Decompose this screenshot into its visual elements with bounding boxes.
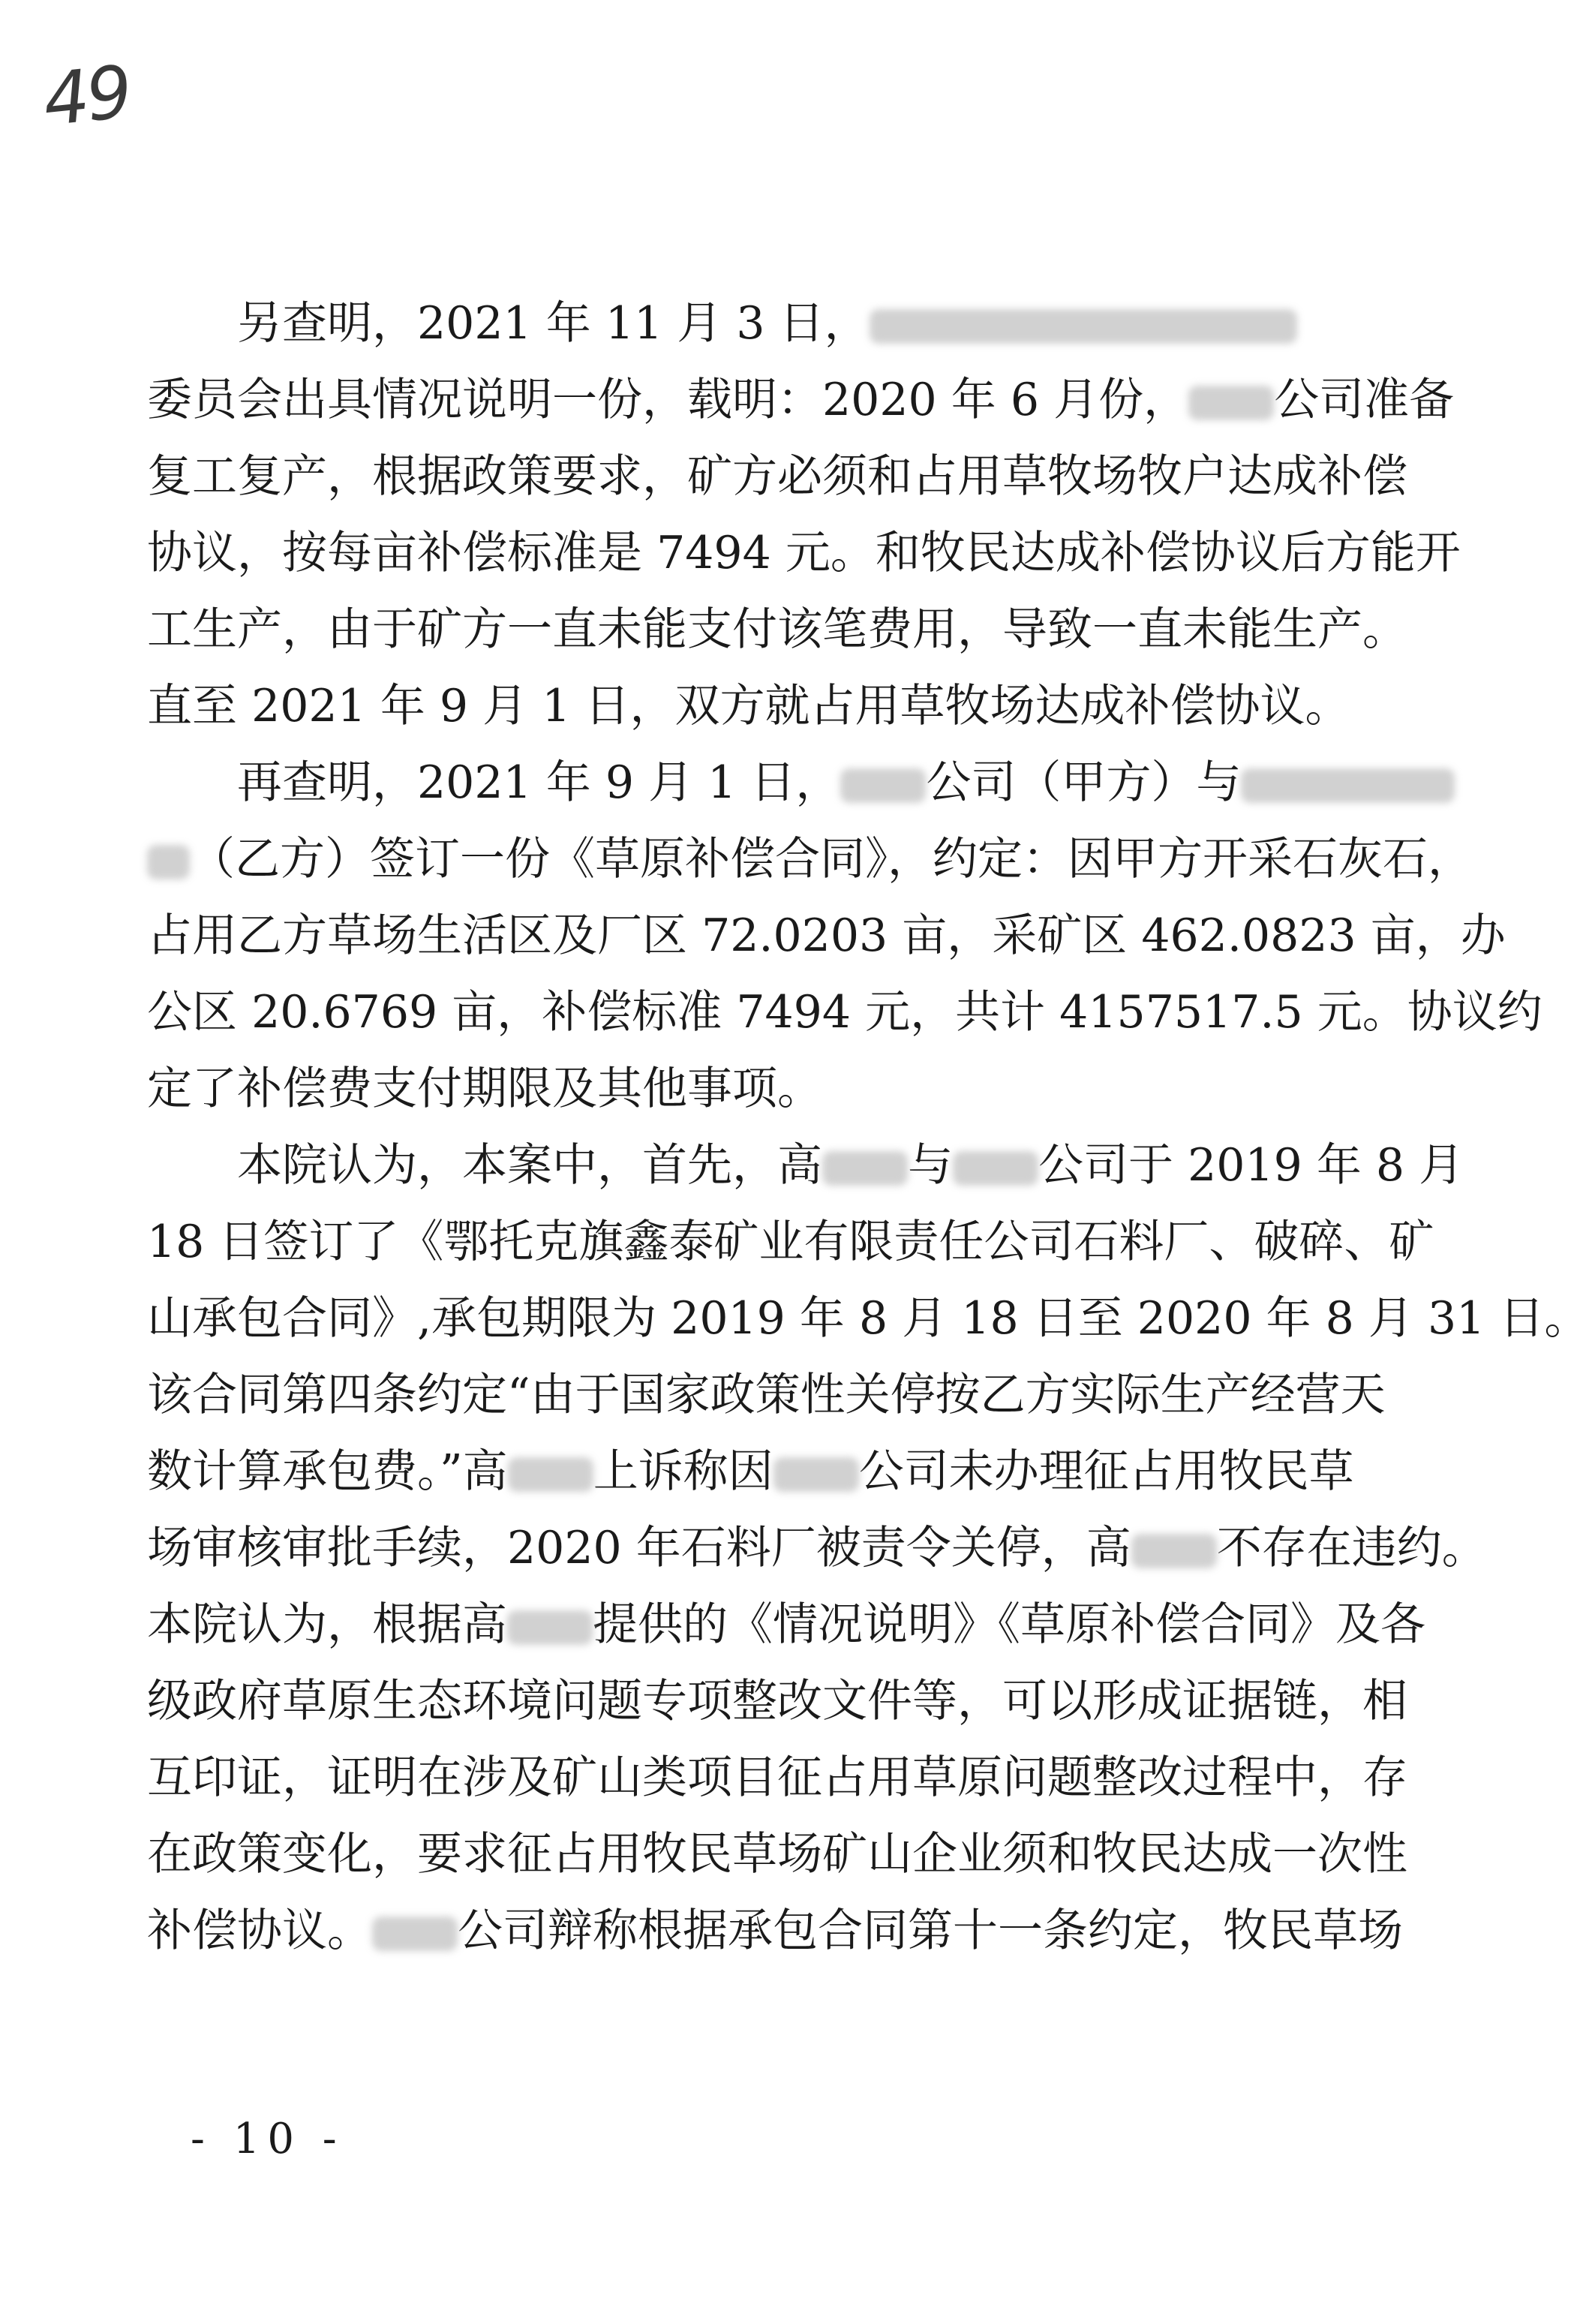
redacted-text [1131,1534,1217,1568]
text-line [147,1357,1415,1433]
text-segment: 复工复产，根据政策要求，矿方必须和占用草牧场牧户达成补偿 [147,450,1407,503]
text-segment: 公区 20.6769 亩，补偿标准 7494 元，共计 4157517.5 元。协议约 [147,986,1542,1039]
redacted-text [1188,386,1274,420]
text-line [147,744,1415,821]
text-line [147,438,1415,515]
redacted-text [508,1457,593,1492]
text-line [147,974,1542,1051]
text-segment: （乙方）签订一份《草原补偿合同》，约定：因甲方开采石灰石， [190,833,1473,885]
redacted-text [372,1917,458,1951]
text-line [147,1280,1589,1357]
text-segment: 定了补偿费支付期限及其他事项。 [147,1063,822,1115]
text-line [147,1127,1464,1204]
page-number: - 10 - [191,2115,344,2163]
text-line [147,1663,1415,1739]
text-segment: 公司（甲方）与 [926,756,1242,809]
text-line [147,1739,1415,1816]
text-line [147,1510,1487,1586]
redacted-text [822,1151,908,1186]
text-line [147,362,1455,438]
text-segment: 公司未办理征占用牧民草 [858,1445,1354,1498]
paragraph [147,744,1542,1127]
document-body [147,285,1589,1969]
redacted-text [507,1610,593,1645]
text-segment: 场审核审批手续，2020 年石料厂被责令关停，高 [147,1522,1131,1574]
text-segment: 直至 2021 年 9 月 1 日，双方就占用草牧场达成补偿协议。 [147,680,1350,732]
text-segment: 委员会出具情况说明一份，载明：2020 年 6 月份， [147,374,1189,426]
text-segment: 上诉称因 [593,1445,773,1498]
redacted-text [953,1151,1038,1186]
text-segment: 公司辩称根据承包合同第十一条约定，牧民草场 [458,1905,1403,1957]
redacted-text [870,309,1297,344]
text-segment: 数计算承包费。”高 [147,1445,508,1498]
handwritten-page-mark: 49 [39,50,134,143]
text-line [147,668,1415,744]
redacted-text [147,845,190,879]
text-segment: 18 日签订了《鄂托克旗鑫泰矿业有限责任公司石料厂、破碎、矿 [147,1216,1434,1268]
text-segment: 另查明，2021 年 11 月 3 日， [237,297,870,350]
text-line [147,1204,1434,1280]
text-segment: 本院认为，本案中，首先，高 [237,1139,822,1192]
text-line [147,515,1461,591]
text-segment: 该合同第四条约定“由于国家政策性关停按乙方实际生产经营天 [147,1369,1386,1421]
text-segment: 在政策变化，要求征占用牧民草场矿山企业须和牧民达成一次性 [147,1828,1407,1881]
text-line [147,821,1473,897]
redacted-text [1241,768,1455,803]
text-segment: 占用乙方草场生活区及厂区 72.0203 亩，采矿区 462.0823 亩，办 [147,909,1506,962]
text-segment: 互印证，证明在涉及矿山类项目征占用草原问题整改过程中，存 [147,1751,1407,1804]
redacted-text [840,768,926,803]
text-segment: 不存在违约。 [1216,1522,1487,1574]
text-segment: 山承包合同》,承包期限为 2019 年 8 月 18 日至 2020 年 8 月 31 日。 [147,1292,1589,1345]
text-segment: 协议，按每亩补偿标准是 7494 元。和牧民达成补偿协议后方能开 [147,527,1461,579]
text-segment: 工生产，由于矿方一直未能支付该笔费用，导致一直未能生产。 [147,603,1407,656]
paragraph [147,1127,1589,1969]
text-line [147,897,1506,974]
text-segment: 公司准备 [1274,374,1455,426]
text-line [147,1816,1415,1893]
text-line [147,285,1415,362]
text-segment: 与 [908,1139,953,1192]
paragraph [147,285,1461,744]
text-segment: 提供的《情况说明》《草原补偿合同》及各 [593,1598,1425,1651]
text-line [147,1051,1415,1127]
text-segment: 级政府草原生态环境问题专项整改文件等，可以形成证据链，相 [147,1675,1407,1727]
text-segment: 补偿协议。 [147,1905,372,1957]
text-line [147,1586,1425,1663]
text-line [147,1433,1415,1510]
redacted-text [773,1457,859,1492]
text-line [147,591,1415,668]
text-line [147,1893,1415,1969]
text-segment: 公司于 2019 年 8 月 [1038,1139,1464,1192]
text-segment: 再查明，2021 年 9 月 1 日， [237,756,841,809]
text-segment: 本院认为，根据高 [147,1598,507,1651]
